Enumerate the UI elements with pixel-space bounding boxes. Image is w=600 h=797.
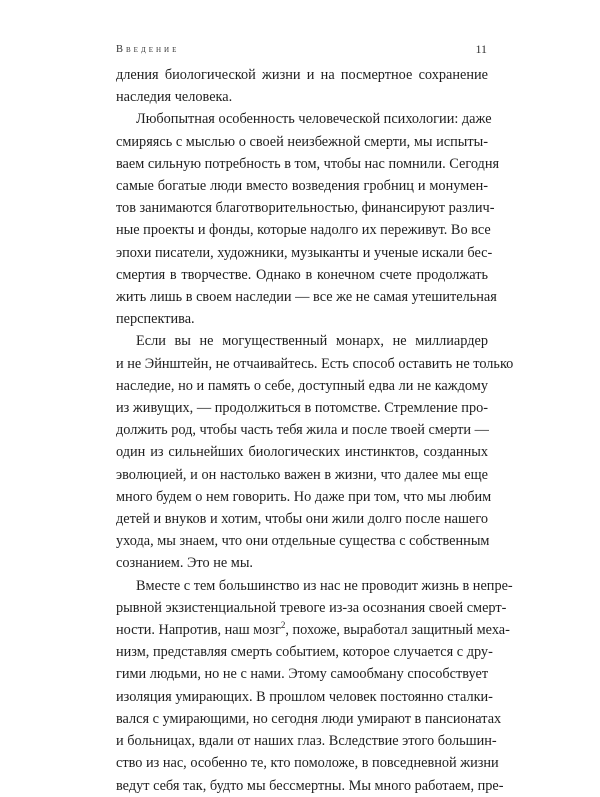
paragraph (116, 330, 514, 574)
text-line: тов занимаются благотворительностью, финансируют различ- (116, 200, 495, 217)
text-line: Вместе с тем большинство из нас не проводит жизнь в непре- (136, 577, 513, 594)
paragraph (116, 64, 488, 108)
text-line: эволюцией, и он настолько важен в жизни, что далее мы еще (116, 466, 488, 483)
text-line: вался с умирающими, но сегодня люди умирают в пансионатах (116, 710, 502, 727)
text-line: гими людьми, но не с нами. Этому самообману способствует (116, 666, 489, 683)
text-line: смиряясь с мыслью о своей неизбежной смерти, мы испыты- (116, 133, 488, 150)
text-line: наследие, но и память о себе, доступный едва ли не каждому (116, 377, 488, 394)
text-line: сознанием. Это не мы. (116, 555, 254, 572)
text-line: и больницах, вдали от наших глаз. Вследствие этого большин- (116, 733, 497, 750)
text-line: эпохи писатели, художники, музыканты и ученые искали бес- (116, 244, 493, 261)
text-line: ведут себя так, будто мы бессмертны. Мы много работаем, пре- (116, 777, 504, 794)
text-line: Любопытная особенность человеческой психологии: даже (136, 111, 492, 128)
page-number: 11 (475, 42, 487, 56)
text-line: ваем сильную потребность в том, чтобы нас помнили. Сегодня (116, 155, 500, 172)
text-line-with-footnote (116, 619, 510, 641)
text-line: самые богатые люди вместо возведения гробниц и монумен- (116, 178, 488, 195)
paragraph (116, 575, 513, 797)
text-line: ство из нас, особенно те, кто помоложе, в повседневной жизни (116, 755, 499, 772)
paragraph (116, 108, 500, 330)
text-line: изоляция умирающих. В прошлом человек постоянно сталки- (116, 688, 493, 705)
body-text (116, 64, 514, 797)
text-line: рывной экзистенциальной тревоге из-за осознания своей смерт- (116, 599, 507, 616)
text-line: много будем о нем говорить. Но даже при том, что мы любим (116, 488, 492, 505)
footnote-mark: 2 (280, 620, 286, 631)
text-line: перспектива. (116, 311, 195, 328)
text-line: жить лишь в своем наследии — все же не самая утешительная (116, 289, 497, 306)
text-line: наследия человека. (116, 89, 233, 106)
text-line: один из сильнейших биологических инстинктов, созданных (116, 444, 488, 461)
running-head: Введение (116, 44, 180, 55)
text-line: ухода, мы знаем, что они отдельные существа с собственным (116, 533, 490, 550)
text-line: и не Эйнштейн, не отчаивайтесь. Есть способ оставить не только (116, 355, 514, 372)
text-line: детей и внуков и хотим, чтобы они жили долго после нашего (116, 511, 488, 528)
text-fragment: , похоже, выработал защитный меха- (285, 622, 510, 639)
text-line: дления биологической жизни и на посмертное сохранение (116, 67, 488, 83)
text-line: должить род, чтобы часть тебя жила и после твоей смерти — (116, 422, 489, 439)
text-line: ные проекты и фонды, которые надолго их переживут. Во все (116, 222, 491, 239)
text-line: низм, представляя смерть событием, которое случается с дру- (116, 644, 493, 661)
text-line: Если вы не могущественный монарх, не миллиардер (136, 333, 488, 350)
text-line: смертия в творчестве. Однако в конечном счете продолжать (116, 266, 488, 283)
text-fragment: ности. Напротив, наш мозг (116, 622, 281, 639)
text-line: из живущих, — продолжиться в потомстве. Стремление про- (116, 400, 488, 417)
